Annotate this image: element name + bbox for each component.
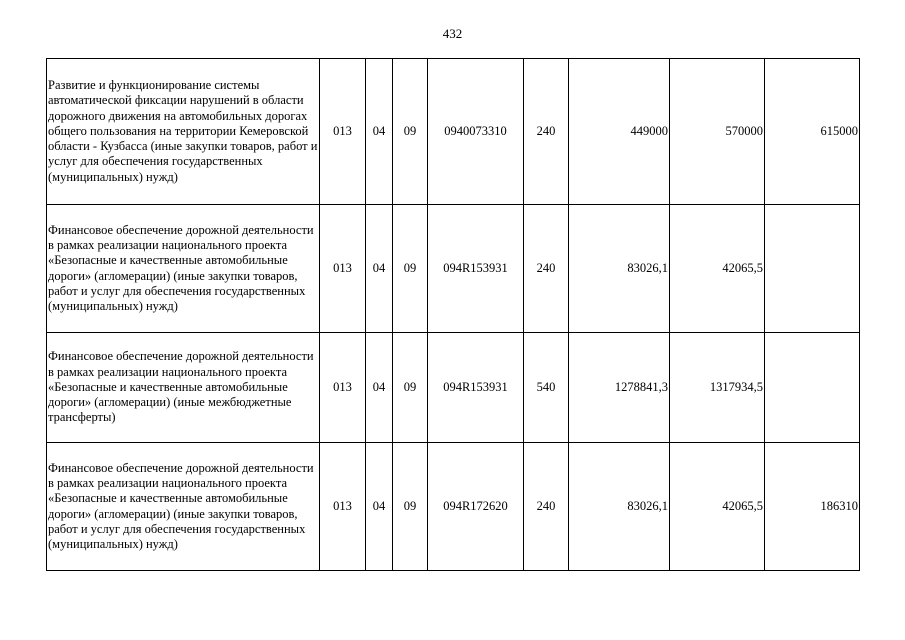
ministry-code-cell: 013 — [320, 333, 366, 443]
amount-3-cell: 186310 — [765, 443, 860, 571]
amount-1-cell: 1278841,3 — [569, 333, 670, 443]
row-name-cell: Развитие и функционирование системы автоматической фиксации нарушений в области дорожного движения на автомобильных дорогах общего пользования на территории Кемеровской области - Кузбасса (иные закупки товаров, работ и услуг для обеспечения государственных (муниципальных) нужд) — [47, 59, 320, 205]
amount-3-cell — [765, 333, 860, 443]
expense-type-cell: 240 — [524, 205, 569, 333]
table-row — [47, 333, 860, 443]
amount-3-cell — [765, 205, 860, 333]
section-code-cell: 04 — [366, 443, 393, 571]
target-article-cell: 094R153931 — [428, 333, 524, 443]
row-name-cell: Финансовое обеспечение дорожной деятельности в рамках реализации национального проекта «Безопасные и качественные автомобильные дороги» (агломерации) (иные межбюджетные трансферты) — [47, 333, 320, 443]
table-row — [47, 59, 860, 205]
expense-type-cell: 240 — [524, 443, 569, 571]
expense-type-cell: 540 — [524, 333, 569, 443]
table-row — [47, 205, 860, 333]
row-name-cell: Финансовое обеспечение дорожной деятельности в рамках реализации национального проекта «Безопасные и качественные автомобильные дороги» (агломерации) (иные закупки товаров, работ и услуг для обеспечения государственных (муниципальных) нужд) — [47, 443, 320, 571]
ministry-code-cell: 013 — [320, 205, 366, 333]
subsection-code-cell: 09 — [393, 443, 428, 571]
target-article-cell: 0940073310 — [428, 59, 524, 205]
table-row — [47, 443, 860, 571]
target-article-cell: 094R172620 — [428, 443, 524, 571]
subsection-code-cell: 09 — [393, 333, 428, 443]
amount-3-cell: 615000 — [765, 59, 860, 205]
subsection-code-cell: 09 — [393, 205, 428, 333]
ministry-code-cell: 013 — [320, 443, 366, 571]
amount-1-cell: 83026,1 — [569, 205, 670, 333]
subsection-code-cell: 09 — [393, 59, 428, 205]
section-code-cell: 04 — [366, 205, 393, 333]
amount-2-cell: 1317934,5 — [670, 333, 765, 443]
target-article-cell: 094R153931 — [428, 205, 524, 333]
amount-2-cell: 570000 — [670, 59, 765, 205]
amount-2-cell: 42065,5 — [670, 205, 765, 333]
amount-2-cell: 42065,5 — [670, 443, 765, 571]
section-code-cell: 04 — [366, 59, 393, 205]
amount-1-cell: 449000 — [569, 59, 670, 205]
amount-1-cell: 83026,1 — [569, 443, 670, 571]
expense-type-cell: 240 — [524, 59, 569, 205]
page-number: 432 — [442, 26, 463, 41]
ministry-code-cell: 013 — [320, 59, 366, 205]
row-name-cell: Финансовое обеспечение дорожной деятельности в рамках реализации национального проекта «Безопасные и качественные автомобильные дороги» (агломерации) (иные закупки товаров, работ и услуг для обеспечения государственных (муниципальных) нужд) — [47, 205, 320, 333]
section-code-cell: 04 — [366, 333, 393, 443]
budget-table — [46, 58, 860, 571]
